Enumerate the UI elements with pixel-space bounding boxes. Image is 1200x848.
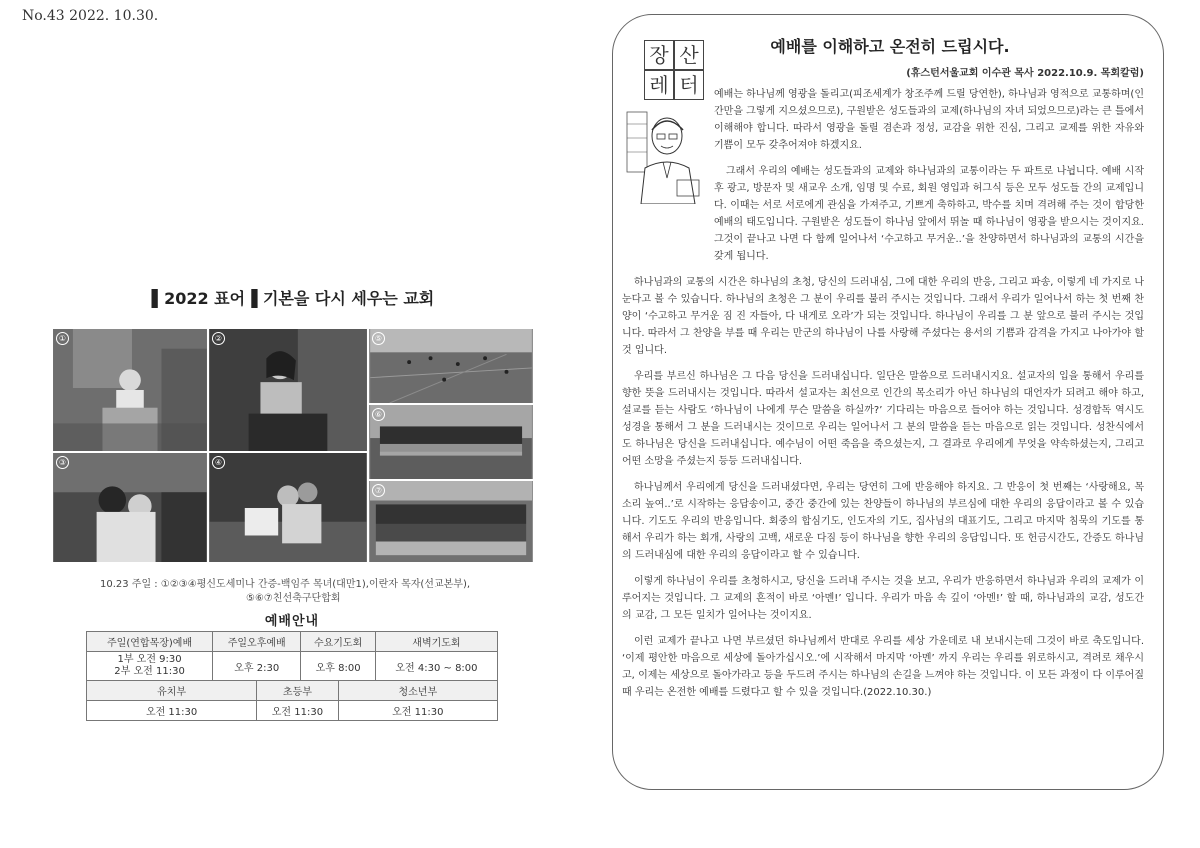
photo-number: ②: [212, 332, 225, 345]
kindergarten-time: 오전 11:30: [87, 701, 257, 721]
table-row: [87, 632, 498, 652]
photo-number: ⑤: [372, 332, 385, 345]
paragraph: 이런 교제가 끝나고 나면 부르셨던 하나님께서 반대로 우리를 세상 가운데로 내 보내시는데 그것이 바로 축도입니다. ‘이제 평안한 마음으로 세상에 돌아가십시오.’에 시작해서 마지막 ‘아멘’ 까지 우리는 우리를 위로하시고, 격려로 채우시고, 이제는 세상으로 돌아가라고 등을 두드려 주시는 하나님의 손길을 느껴야 하는 것입니다. 이 모든 과정이 다 이루어질 때 우리는 온전한 예배를 드렸다고 할 수 있을 것입니다.(2022.10.30.): [622, 636, 1144, 698]
header-elementary: 초등부: [257, 681, 338, 701]
photo-4-image: [209, 453, 367, 562]
badge-char-4: 터: [674, 70, 704, 100]
table-row: [87, 652, 498, 681]
photo-grid: [52, 328, 534, 563]
photo-3: [52, 452, 208, 563]
worship-schedule: [86, 610, 498, 721]
article-body: [622, 86, 1144, 710]
sunday-second: 2부 오전 11:30: [114, 666, 185, 677]
dawn-time: 오전 4:30 ~ 8:00: [375, 652, 497, 681]
worship-title: 예배안내: [264, 614, 320, 629]
wednesday-time: 오후 8:00: [301, 652, 376, 681]
photo-number: ⑦: [372, 484, 385, 497]
badge-char-2: 산: [674, 40, 704, 70]
photo-2: [208, 328, 368, 452]
photo-number: ⑥: [372, 408, 385, 421]
article-title: 예배를 이해하고 온전히 드립시다.: [770, 37, 1010, 56]
sunday-times: [87, 652, 213, 681]
sunday-afternoon-time: 오후 2:30: [213, 652, 301, 681]
table-row: [87, 701, 498, 721]
paragraph: 그래서 우리의 예배는 성도들과의 교제와 하나님과의 교통이라는 두 파트로 나뉩니다. 예배 시작 후 광고, 방문자 및 새교우 소개, 임명 및 수료, 회원 영입과 허그식 등은 모두 성도들 간의 교제입니다. 이때는 서로 서로에게 관심을 가져주고, 기쁘게 축하하고, 박수를 치며 격려해 주는 것이 합당한 예배의 태도입니다. 구원받은 성도들이 하나님 앞에서 뛰놀 때 하나님이 영광을 받으시는 것이지요. 그것이 끝나고 나면 다 함께 일어나서 ‘수고하고 무거운..’을 찬양하면서 하나님과의 교통의 시간을 갖게 됩니다.: [714, 166, 1144, 262]
elementary-time: 오전 11:30: [257, 701, 338, 721]
photo-caption: [100, 578, 500, 606]
header-sunday-afternoon: 주일오후예배: [213, 632, 301, 652]
header-youth: 청소년부: [338, 681, 497, 701]
photo-5-image: [369, 329, 533, 403]
photo-1-image: [53, 329, 207, 451]
photo-7-image: [369, 481, 533, 562]
photo-2-image: [209, 329, 367, 451]
issue-number: No.43 2022. 10.30.: [22, 8, 159, 24]
paragraph: 하나님과의 교통의 시간은 하나님의 초청, 당신의 드러내심, 그에 대한 우리의 반응, 그리고 파송, 이렇게 네 가지로 나눈다고 볼 수 있습니다. 하나님의 초청은 그 분이 우리를 불러 주시는 것입니다. 그래서 우리가 일어나서 하는 첫 번째 찬양이 ‘수고하고 무거운 짐 진 자들아, 다 내게로 오라’가 되는 것입니다. 하나님이 우리를 그 분 앞으로 불러 주시는 것입니다. 따라서 그 찬양을 부를 때 우리는 만군의 하나님이 나를 사랑해 주셨다는 용서의 기쁨과 감격을 가지고 나아가야 할 것 입니다.: [622, 277, 1144, 356]
youth-time: 오전 11:30: [338, 701, 497, 721]
year-motto: ▌2022 표어▐ 기본을 다시 세우는 교회: [151, 289, 435, 308]
photo-3-image: [53, 453, 207, 562]
sunday-first: 1부 오전 9:30: [117, 654, 182, 665]
paragraph: 우리를 부르신 하나님은 그 다음 당신을 드러내십니다. 일단은 말씀으로 드러내시지요. 설교자의 입을 통해서 우리를 향한 뜻을 드러내시는 것입니다. 따라서 설교자는 최선으로 인간의 목소리가 아닌 하나님의 대언자가 되려고 해야 하고, 설교를 듣는 사람도 ‘하나님이 나에게 무슨 말씀을 하실까?’ 기다리는 마음으로 들어야 하는 것입니다. 성경합독 역시도 성경을 통해서 그 분을 드러내시는 것이므로 우리는 일어나서 그 분의 말씀을 듣는 마음으로 읽는 것입니다. 성찬식에서도 하나님은 당신을 드러내십니다. 예수님이 어떤 죽음을 죽으셨는지, 그 결과로 우리에게 무엇을 약속하셨는지, 그리고 어떤 소망을 주셨는지 등등 드러내십니다.: [622, 371, 1144, 467]
photo-7: [368, 480, 534, 563]
paragraph: 하나님께서 우리에게 당신을 드러내셨다면, 우리는 당연히 그에 반응해야 하지요. 그 반응이 첫 번째는 ‘사랑해요, 목소리 높여..’로 시작하는 응답송이고, 중간 중간에 있는 찬양들이 하나님의 부르심에 대한 우리의 응답이라고 볼 수 있습니다. 기도도 우리의 반응입니다. 회중의 합심기도, 인도자의 기도, 집사님의 대표기도, 그리고 마지막 침묵의 기도를 통해서 우리가 하는 회개, 사랑의 고백, 새로운 다짐 등이 하나님을 향한 우리의 응답입니다. 또 헌금시간도, 간증도 하나님의 드러내심에 대한 우리의 응답이라고 할 수 있습니다.: [622, 482, 1144, 561]
paragraph: 예배는 하나님께 영광을 돌리고(피조세계가 창조주께 드릴 당연한), 하나님과 영적으로 교통하며(인간만을 그렇게 지으셨으므로), 구원받은 성도들과의 교제(하나님의 자녀 되었으므로)라는 큰 틀에서 이해해야 합니다. 따라서 영광을 돌릴 겸손과 정성, 교감을 위한 진심, 그리고 교제를 위한 자유와 기쁨이 모두 갖추어져야 하겠지요.: [714, 89, 1144, 151]
photo-6: [368, 404, 534, 480]
photo-number: ①: [56, 332, 69, 345]
photo-6-image: [369, 405, 533, 479]
badge-char-1: 장: [644, 40, 674, 70]
header-dawn: 새벽기도회: [375, 632, 497, 652]
table-row: [87, 681, 498, 701]
photo-number: ④: [212, 456, 225, 469]
paragraph: 이렇게 하나님이 우리를 초청하시고, 당신을 드러내 주시는 것을 보고, 우리가 반응하면서 하나님과 우리의 교제가 이루어지는 것입니다. 그 교제의 흔적이 바로 ‘아멘!’ 입니다. 우리가 마음 속 깊이 ‘아멘!’ 할 때, 하나님과의 교감, 성도간의 교감, 그 모든 일치가 일어나는 것이지요.: [622, 576, 1144, 621]
photo-5: [368, 328, 534, 404]
badge-char-3: 레: [644, 70, 674, 100]
caption-line-2: ⑤⑥⑦친선축구단합회: [246, 593, 341, 604]
photo-4: [208, 452, 368, 563]
header-sunday: 주일(연합목장)예배: [87, 632, 213, 652]
header-kindergarten: 유치부: [87, 681, 257, 701]
photo-1: [52, 328, 208, 452]
worship-table: [86, 631, 498, 721]
header-wednesday: 수요기도회: [301, 632, 376, 652]
photo-number: ③: [56, 456, 69, 469]
caption-line-1: 10.23 주일 : ①②③④평신도세미나 간증-백임주 목녀(대만1),이란자 목자(선교본부),: [100, 579, 471, 590]
article-byline: (휴스턴서울교회 이수관 목사 2022.10.9. 목회칼럼): [906, 68, 1144, 79]
